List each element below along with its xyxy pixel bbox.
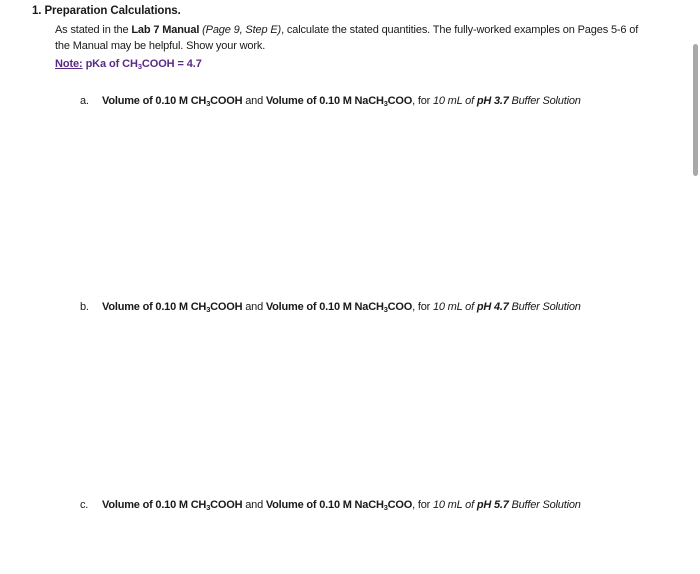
question-b — [80, 301, 581, 314]
page-step-ref: (Page 9, Step E) — [202, 24, 282, 36]
volume-ml: 10 mL of — [432, 301, 477, 313]
question-c — [80, 499, 581, 512]
volume-salt — [266, 301, 412, 313]
pka-note — [55, 58, 202, 71]
volume-acid-text: Volume of 0.10 M CH — [102, 301, 207, 313]
ph-value: pH 3.7 — [476, 95, 509, 107]
ph-value: pH 4.7 — [476, 301, 509, 313]
note-text: pKa of CH — [82, 58, 138, 70]
volume-ml: 10 mL of — [432, 499, 477, 511]
volume-salt — [266, 95, 412, 107]
volume-acid-text: Volume of 0.10 M CH — [102, 499, 207, 511]
question-letter: b. — [80, 301, 89, 313]
volume-salt-text: Volume of 0.10 M NaCH — [265, 301, 384, 313]
salt-formula-end: COO — [387, 301, 413, 313]
salt-subscript: 3 — [383, 503, 388, 512]
acid-formula-end: COOH — [210, 95, 243, 107]
intro-text-2: , calculate the stated quantities. The fully-worked examples on Pages 5-6 of the Manual may be helpful. Show your work. — [55, 24, 639, 52]
and-text: and — [242, 499, 266, 511]
salt-formula-end: COO — [387, 499, 413, 511]
buffer-label: Buffer Solution — [508, 499, 581, 511]
intro-text-1: As stated in the — [55, 24, 132, 36]
scrollbar-thumb[interactable] — [693, 44, 698, 176]
salt-formula-end: COO — [387, 95, 413, 107]
vertical-scrollbar[interactable] — [688, 0, 700, 574]
buffer-spec — [433, 499, 581, 511]
and-text: and — [242, 301, 266, 313]
buffer-label: Buffer Solution — [508, 95, 581, 107]
buffer-spec — [433, 301, 581, 313]
salt-subscript: 3 — [383, 99, 388, 108]
acid-subscript: 3 — [206, 99, 211, 108]
volume-salt-text: Volume of 0.10 M NaCH — [265, 499, 384, 511]
acid-formula-end: COOH — [210, 301, 243, 313]
volume-salt-text: Volume of 0.10 M NaCH — [265, 95, 384, 107]
buffer-label: Buffer Solution — [508, 301, 581, 313]
volume-acid — [102, 301, 242, 313]
buffer-spec — [433, 95, 581, 107]
volume-acid — [102, 95, 242, 107]
instructions-paragraph — [55, 22, 655, 54]
volume-acid-text: Volume of 0.10 M CH — [102, 95, 207, 107]
salt-subscript: 3 — [383, 305, 388, 314]
for-text: , for — [412, 95, 433, 107]
acid-subscript: 3 — [206, 305, 211, 314]
note-text-end: COOH = 4.7 — [141, 58, 202, 70]
acid-subscript: 3 — [206, 503, 211, 512]
and-text: and — [242, 95, 266, 107]
volume-ml: 10 mL of — [432, 95, 477, 107]
lab-manual-ref: Lab 7 Manual — [131, 24, 200, 36]
question-letter: a. — [80, 95, 89, 107]
for-text: , for — [412, 301, 433, 313]
volume-acid — [102, 499, 242, 511]
question-a — [80, 95, 581, 108]
question-letter: c. — [80, 499, 89, 511]
ph-value: pH 5.7 — [476, 499, 509, 511]
volume-salt — [266, 499, 412, 511]
note-label: Note: — [55, 58, 83, 70]
section-heading: 1. Preparation Calculations. — [32, 5, 181, 17]
note-subscript: 3 — [137, 62, 142, 71]
for-text: , for — [412, 499, 433, 511]
acid-formula-end: COOH — [210, 499, 243, 511]
